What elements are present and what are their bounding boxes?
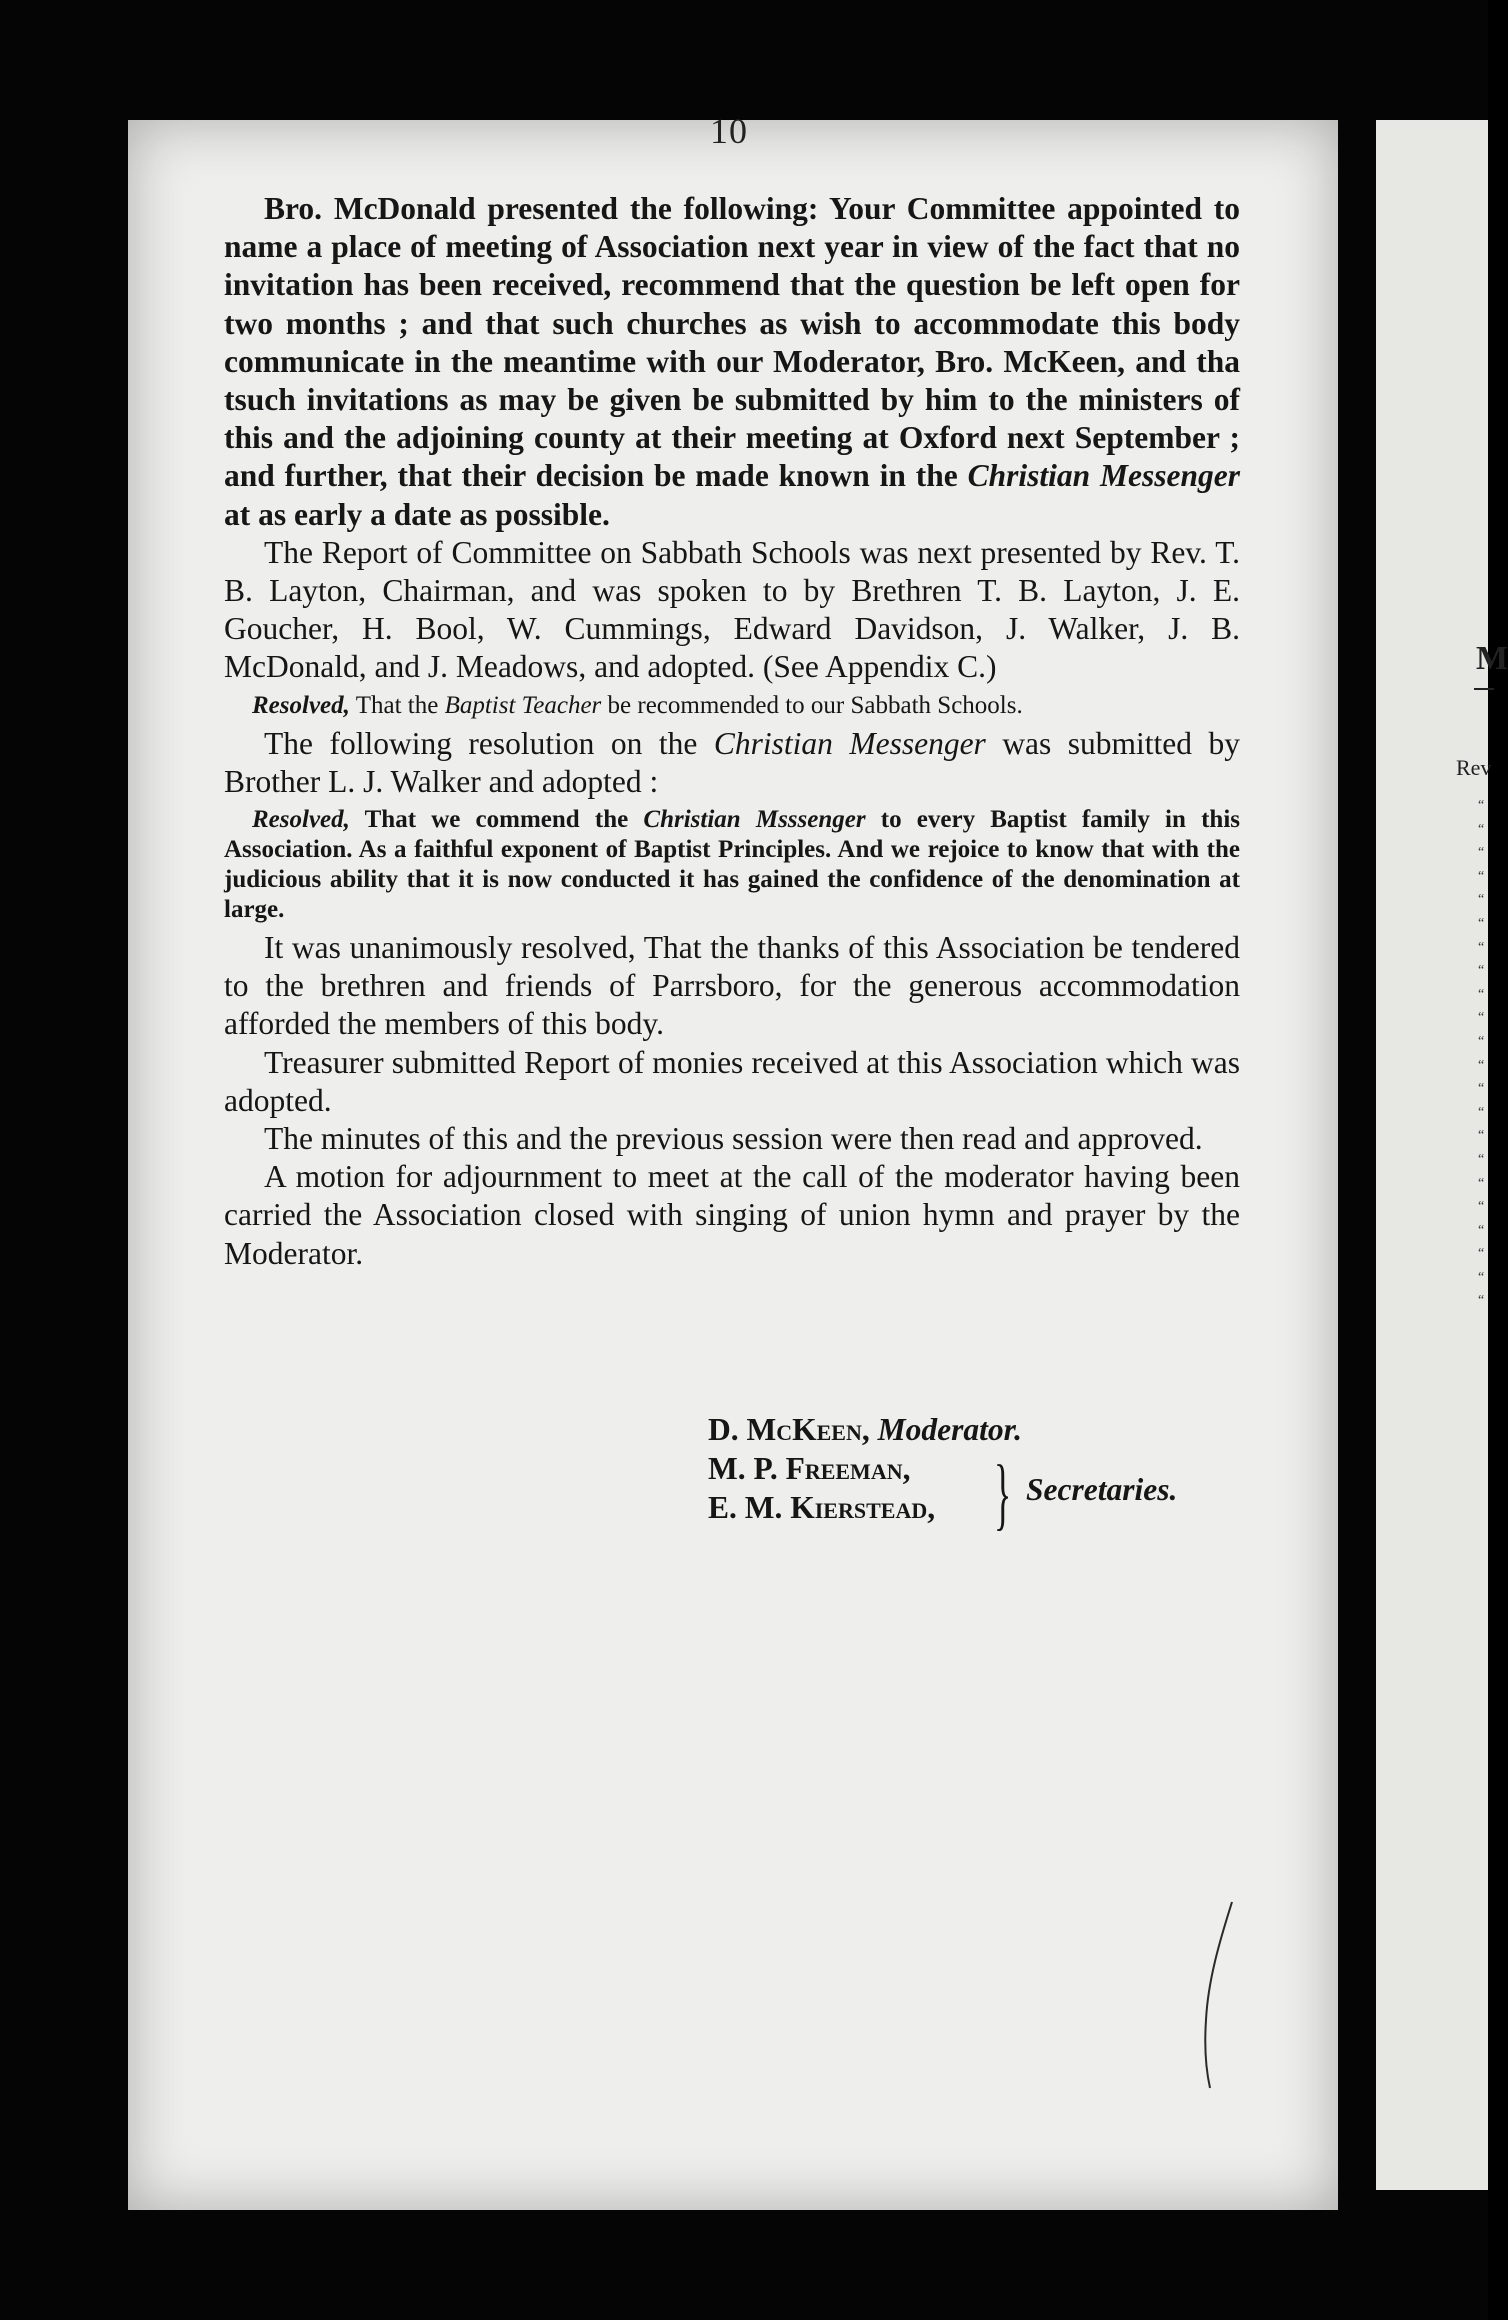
- adjacent-page-edge: [1376, 120, 1508, 2190]
- paragraph-meeting-place: [224, 190, 1240, 534]
- ditto-mark-icon: “: [1478, 1010, 1485, 1026]
- italic-title: Baptist Teacher: [444, 691, 602, 719]
- paragraph-text: was submitted by Brother L. J. Walker and adopted :: [224, 725, 1241, 799]
- ditto-mark-icon: “: [1478, 821, 1485, 837]
- paragraph-thanks: [224, 929, 1240, 1044]
- paragraph-adjournment: [224, 1158, 1240, 1273]
- paragraph-text: Bro. McDonald presented the following: Your Committee appointed to name a place of meeting of Association next year in view of the fact that no invitation has been received, recommend that the question be left open for two months ; and that such churches as wish to accommodate this body communicate in the meantime with our Moderator, Bro. McKeen, and tha tsuch invitations as may be given be submitted by him to the ministers of this and the adjoining county at their meeting at Oxford next September ; and further, that their decision be made known in the: [224, 191, 1240, 494]
- ditto-mark-icon: “: [1478, 868, 1485, 884]
- ditto-mark-icon: “: [1478, 1033, 1485, 1049]
- paragraph-text: That we commend the: [364, 806, 629, 834]
- ditto-mark-icon: “: [1478, 1104, 1485, 1120]
- ditto-mark-icon: “: [1478, 845, 1485, 861]
- paragraph-text: The Report of Committee on Sabbath Schools was next presented by Rev. T. B. Layton, Chairman, and was spoken to by Brethren T. B. Layton, J. E. Goucher, H. Bool, W. Cummings, Edward Davidson, J. Walker, J. B. McDonald, and J. Meadows, and adopted. (See Appendix C.): [224, 534, 1240, 685]
- pencil-mark-icon: [1198, 1900, 1238, 2090]
- ditto-mark-icon: “: [1478, 986, 1485, 1002]
- document-page: [128, 111, 1338, 2210]
- adjacent-page-heading: M: [1476, 640, 1508, 677]
- ditto-mark-icon: “: [1478, 1199, 1485, 1215]
- paragraph-text: That the: [355, 691, 439, 719]
- ditto-mark-icon: “: [1478, 1293, 1485, 1309]
- resolution-baptist-teacher: [224, 691, 1240, 721]
- ditto-mark-icon: “: [1478, 1175, 1485, 1191]
- paragraph-text: Treasurer submitted Report of monies received at this Association which was adopted.: [224, 1044, 1240, 1118]
- secretaries-role: Secretaries.: [1026, 1472, 1178, 1507]
- ditto-mark-icon: “: [1478, 1081, 1485, 1097]
- brace-icon: }: [994, 1450, 1012, 1538]
- ditto-mark-icon: “: [1478, 963, 1485, 979]
- paragraph-text: A motion for adjournment to meet at the call of the moderator having been carried the Association closed with singing of union hymn and prayer by the Moderator.: [224, 1159, 1240, 1271]
- resolution-commend: [224, 805, 1240, 925]
- italic-title: Christian Messenger: [967, 458, 1241, 494]
- secretary-name-2: E. M. Kierstead,: [708, 1490, 936, 1525]
- paragraph-text: to every Baptist family in this Association. As a faithful exponent of Baptist Principles. And we rejoice to know that with the judicious ability that it is now conducted it has gained the confidence of the denomination at large.: [224, 806, 1240, 924]
- adjacent-page-label: Rev: [1456, 755, 1492, 780]
- ditto-mark-icon: “: [1478, 1057, 1485, 1073]
- secretary-name-1: M. P. Freeman,: [708, 1451, 911, 1486]
- paragraph-text: The minutes of this and the previous session were then read and approved.: [264, 1121, 1203, 1157]
- paragraph-treasurer: [224, 1044, 1240, 1120]
- paragraph-text: It was unanimously resolved, That the thanks of this Association be tendered to the brethren and friends of Parrsboro, for the generous accommodation afforded the members of this body.: [224, 930, 1240, 1042]
- paragraph-text: at as early a date as possible.: [224, 496, 610, 532]
- page-number: 10: [710, 111, 748, 151]
- ditto-marks: [1478, 798, 1488, 1317]
- resolved-label: Resolved,: [252, 806, 350, 834]
- moderator-role: Moderator.: [877, 1412, 1023, 1447]
- italic-title: Christian Messenger: [713, 725, 986, 761]
- adjacent-page-rule: [1474, 688, 1494, 690]
- moderator-name: D. McKeen,: [708, 1412, 870, 1447]
- moderator-signature: [708, 1410, 1268, 1449]
- paragraph-minutes: [224, 1120, 1240, 1158]
- paragraph-sabbath-schools: [224, 534, 1240, 687]
- ditto-mark-icon: “: [1478, 1151, 1485, 1167]
- paragraph-christian-messenger: [224, 725, 1240, 801]
- ditto-mark-icon: “: [1478, 1246, 1485, 1262]
- ditto-mark-icon: “: [1478, 1128, 1485, 1144]
- ditto-mark-icon: “: [1478, 915, 1485, 931]
- ditto-mark-icon: “: [1478, 939, 1485, 955]
- ditto-mark-icon: “: [1478, 798, 1485, 813]
- signature-block: [708, 1410, 1268, 1538]
- body-text: [224, 190, 1240, 1273]
- ditto-mark-icon: “: [1478, 1222, 1485, 1238]
- resolved-label: Resolved,: [252, 691, 350, 719]
- italic-title: Christian Msssenger: [643, 806, 866, 834]
- paragraph-text: The following resolution on the: [264, 725, 698, 761]
- ditto-mark-icon: “: [1478, 1269, 1485, 1285]
- paragraph-text: be recommended to our Sabbath Schools.: [607, 691, 1023, 719]
- ditto-mark-icon: “: [1478, 892, 1485, 908]
